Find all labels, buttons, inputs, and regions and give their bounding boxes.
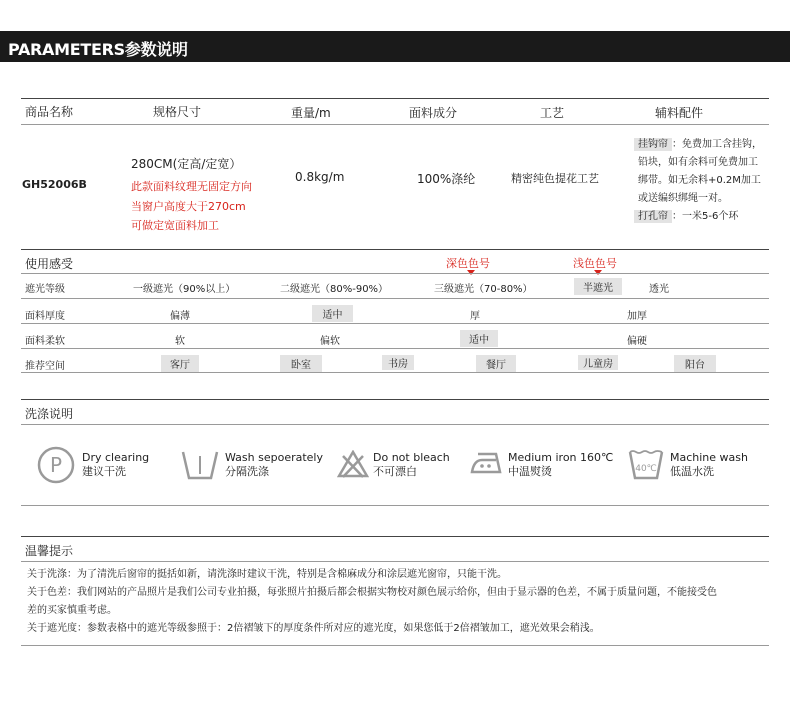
divider [21,645,769,646]
wash-title: 洗涤说明 [25,407,74,421]
row-label-thickness: 面料厚度 [25,311,65,322]
option-softness: 偏硬 [627,336,647,347]
col-header-name: 商品名称 [25,105,74,119]
col-header-accessories: 辅料配件 [655,106,704,120]
option-thickness-selected: 适中 [312,305,353,322]
divider [21,399,769,400]
wash-item-en: Do not bleach [373,451,450,464]
tip-line: 关于洗涤：为了清洗后窗帘的挺括如新，请洗涤时建议干洗，特别是含棉麻成分和涂层遮光窗帘，只能干洗。 [27,569,507,580]
divider [21,372,769,373]
dry-clean-icon [37,446,75,484]
machine-wash-icon [628,448,664,480]
divider [21,249,769,250]
divider [21,424,769,425]
option-thickness: 偏薄 [170,311,190,322]
option-room-selected: 餐厅 [476,355,516,372]
accessory-line: 绑带。如无余料+0.2M加工 [638,175,761,186]
option-room-selected: 卧室 [280,355,322,372]
tag-hook-curtain: 挂钩帘 [634,138,672,151]
option-light-level: 二级遮光（80%-90%） [280,284,389,295]
craft-value: 精密纯色提花工艺 [511,172,599,185]
option-light-level: 透光 [649,284,669,295]
wash-item-cn: 中温熨烫 [508,465,552,478]
wash-separately-icon [181,450,219,480]
accessory-text: ：一米5-6个环 [672,211,739,222]
wash-item-en: Machine wash [670,451,748,464]
tip-line: 关于遮光度：参数表格中的遮光等级参照于：2倍褶皱下的厚度条件所对应的遮光度，如果您低于2倍褶皱加工，遮光效果会稍浅。 [27,623,600,634]
size-note: 可做定宽面料加工 [131,219,219,232]
wash-item-en: Wash sepoerately [225,451,324,464]
wash-item-cn: 分隔洗涤 [225,465,269,478]
option-room-selected: 阳台 [674,355,716,372]
wash-item-en: Dry clearing [82,451,150,464]
option-softness-selected: 适中 [460,330,498,347]
divider [21,561,769,562]
svg-text:P: P [49,453,63,477]
divider [21,348,769,349]
wash-item-en: Medium iron 160℃ [508,451,614,464]
size-note: 当窗户高度大于270cm [131,200,246,213]
option-thickness: 厚 [470,311,480,322]
feel-title: 使用感受 [25,257,74,271]
wash-item-cn: 低温水洗 [670,465,714,478]
accessory-line [634,135,762,150]
row-label-softness: 面料柔软 [25,336,65,347]
accessory-line: 铅块，如有余料可免费加工 [638,157,758,168]
iron-icon [470,450,504,476]
option-room-selected: 儿童房 [578,355,618,370]
dark-color-label: 深色色号 [446,257,490,270]
size-note: 此款面料纹理无固定方向 [131,180,252,193]
option-thickness: 加厚 [627,311,647,322]
fabric-value: 100%涤纶 [417,172,476,186]
tip-line: 关于色差：我们网站的产品照片是我们公司专业拍摄，每张照片拍摄后都会根据实物校对颜色展示给你，但由于显示器的色差，不属于质量问题，不能接受色 [27,587,717,598]
tip-line: 差的买家慎重考虑。 [27,605,117,616]
divider [21,298,769,299]
product-name: GH52006B [22,178,87,191]
row-label-rooms: 推荐空间 [25,361,65,372]
wash-item-cn: 建议干洗 [82,465,126,478]
machine-wash-temp: 40℃ [635,464,657,474]
option-light-level-selected: 半遮光 [574,278,622,295]
accessory-line: 或送编织绑绳一对。 [638,193,728,204]
divider [21,273,769,274]
option-room-selected: 书房 [382,355,414,370]
option-room-selected: 客厅 [161,355,199,372]
option-softness: 软 [175,336,185,347]
col-header-weight: 重量/m [291,106,331,120]
option-softness: 偏软 [320,336,340,347]
tips-title: 温馨提示 [25,544,74,558]
col-header-fabric: 面料成分 [409,106,458,120]
col-header-size: 规格尺寸 [153,105,202,119]
col-header-craft: 工艺 [540,106,565,120]
divider [21,536,769,537]
option-light-level: 三级遮光（70-80%） [434,284,533,295]
light-color-label: 浅色色号 [573,257,617,270]
wash-item-cn: 不可漂白 [373,465,417,478]
no-bleach-icon [337,450,369,478]
divider [21,323,769,324]
row-label-light-level: 遮光等级 [25,284,65,295]
option-light-level: 一级遮光（90%以上） [133,284,236,295]
size-value: 280CM(定高/定宽） [131,157,242,171]
page-title: PARAMETERS参数说明 [8,40,188,59]
weight-value: 0.8kg/m [295,170,345,184]
accessory-text: ：免费加工含挂钩， [672,139,762,150]
accessory-line [634,207,738,222]
divider [21,124,769,125]
divider [21,505,769,506]
divider [21,98,769,99]
tag-grommet-curtain: 打孔帘 [634,210,672,223]
